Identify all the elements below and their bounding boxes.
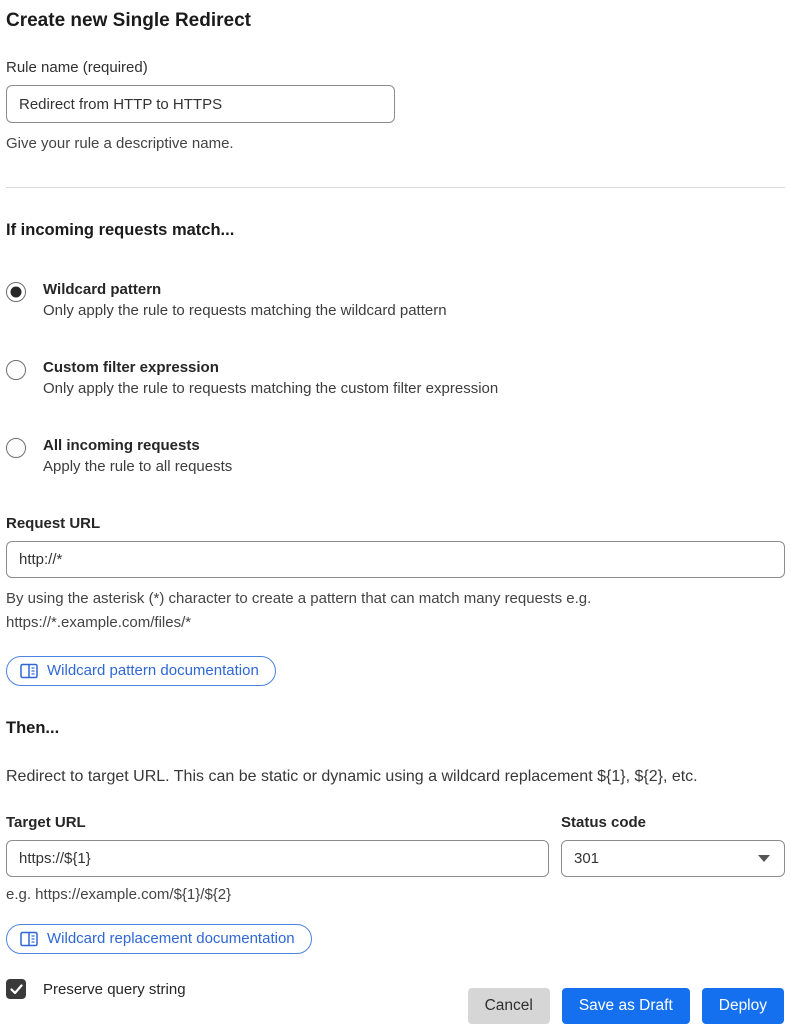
deploy-button[interactable]: Deploy <box>702 988 784 1024</box>
rule-name-label: Rule name (required) <box>6 59 148 76</box>
section-divider <box>6 187 785 188</box>
radio-label[interactable]: Wildcard pattern <box>43 281 162 298</box>
then-description: Redirect to target URL. This can be static or dynamic using a wildcard replacement ${1}, ${2}, etc. <box>6 768 698 785</box>
rule-name-help: Give your rule a descriptive name. <box>6 135 234 152</box>
match-section-heading: If incoming requests match... <box>6 221 235 239</box>
radio-label[interactable]: Custom filter expression <box>43 359 219 376</box>
radio-description: Only apply the rule to requests matching the custom filter expression <box>43 380 499 397</box>
save-as-draft-button[interactable]: Save as Draft <box>562 988 690 1024</box>
page-title: Create new Single Redirect <box>6 10 251 31</box>
open-book-icon <box>20 663 38 679</box>
check-icon <box>10 984 23 995</box>
request-url-help-line2: https://*.example.com/files/* <box>6 614 192 631</box>
radio-option-wildcard-pattern[interactable] <box>6 281 785 319</box>
radio-unselected-icon[interactable] <box>6 438 26 458</box>
request-url-label: Request URL <box>6 515 101 532</box>
preserve-query-label[interactable]: Preserve query string <box>43 980 186 998</box>
target-url-help: e.g. https://example.com/${1}/${2} <box>6 886 232 903</box>
footer-actions <box>468 988 784 1024</box>
doc-button-label: Wildcard replacement documentation <box>47 930 295 947</box>
cancel-button[interactable]: Cancel <box>468 988 550 1024</box>
status-code-label: Status code <box>561 814 647 831</box>
radio-option-custom-filter[interactable] <box>6 359 785 397</box>
radio-description: Apply the rule to all requests <box>43 458 233 475</box>
status-code-select[interactable] <box>561 840 785 877</box>
radio-description: Only apply the rule to requests matching the wildcard pattern <box>43 302 447 319</box>
wildcard-replacement-docs-button[interactable] <box>6 924 312 954</box>
rule-name-input[interactable] <box>6 85 395 123</box>
match-options-group <box>6 281 785 475</box>
radio-unselected-icon[interactable] <box>6 360 26 380</box>
then-section-heading: Then... <box>6 719 60 737</box>
target-row <box>6 814 785 903</box>
radio-selected-icon[interactable] <box>6 282 26 302</box>
radio-option-all-requests[interactable] <box>6 437 785 475</box>
status-code-value: 301 <box>574 850 600 867</box>
chevron-down-icon <box>758 855 770 862</box>
radio-label[interactable]: All incoming requests <box>43 437 200 454</box>
wildcard-pattern-docs-button[interactable] <box>6 656 276 686</box>
target-url-label: Target URL <box>6 814 86 831</box>
request-url-help-line1: By using the asterisk (*) character to create a pattern that can match many requests e.g. <box>6 590 592 607</box>
open-book-icon <box>20 931 38 947</box>
request-url-block <box>6 515 785 686</box>
checkbox-checked-icon[interactable] <box>6 979 26 999</box>
doc-button-label: Wildcard pattern documentation <box>47 662 259 679</box>
request-url-help <box>6 587 785 635</box>
target-url-input[interactable] <box>6 840 549 877</box>
request-url-input[interactable] <box>6 541 785 578</box>
